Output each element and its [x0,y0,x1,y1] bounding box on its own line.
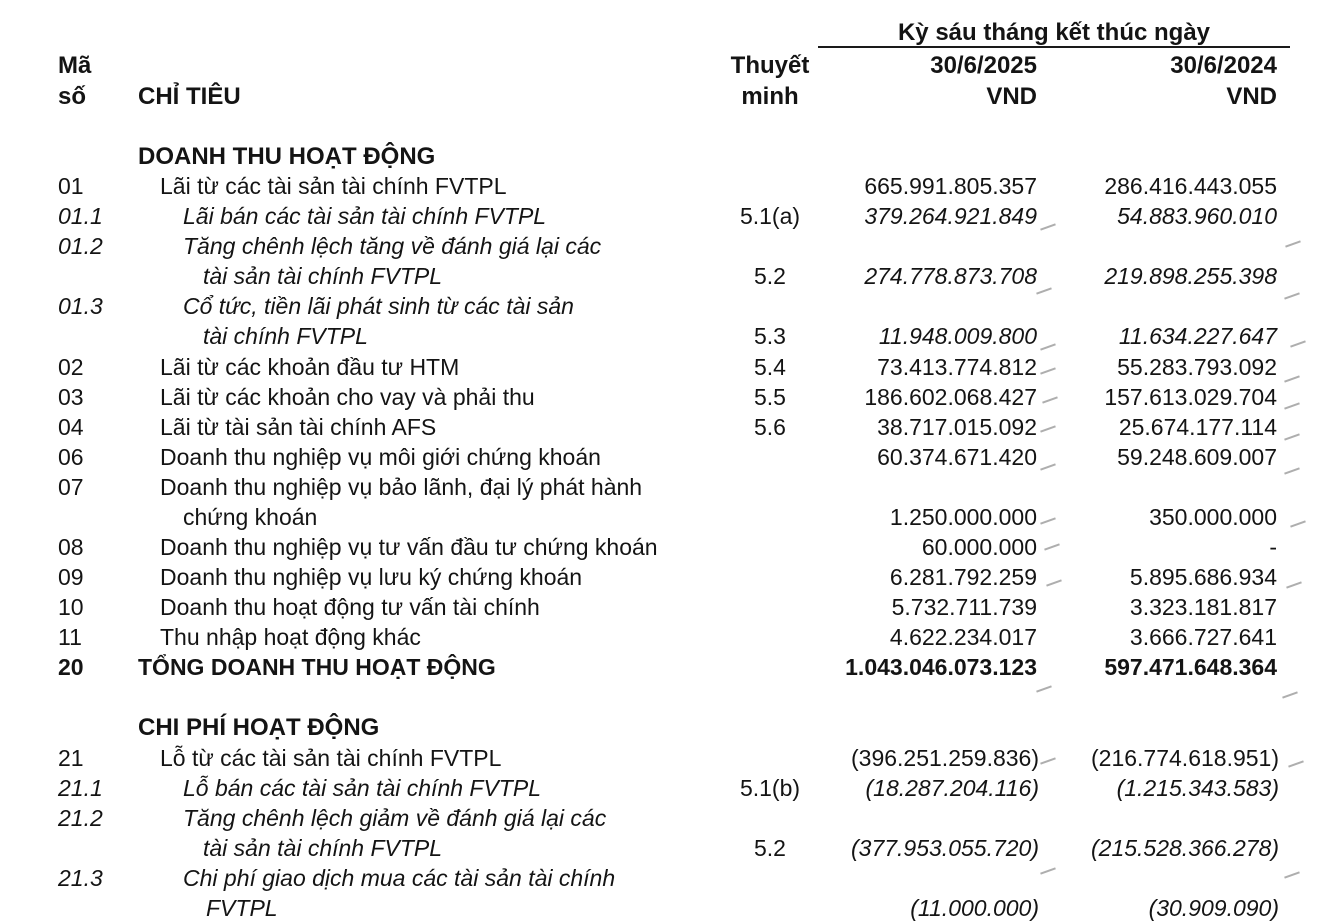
row-value-2024: 55.283.793.092 [1117,354,1277,380]
table-row [0,442,1331,472]
row-value-2025: 665.991.805.357 [864,173,1037,199]
header-col2-date: 30/6/2024 [1170,52,1277,79]
row-value-2024: 3.666.727.641 [1129,624,1277,650]
header-col1-unit: VND [986,83,1037,110]
table-row [0,201,1331,231]
row-value-2025: 38.717.015.092 [877,414,1037,440]
row-code: 09 [58,564,84,590]
row-label: Lỗ từ các tài sản tài chính FVTPL [160,745,502,771]
row-code: 01 [58,173,84,199]
row-note: 5.3 [754,323,786,349]
row-label: Lỗ bán các tài sản tài chính FVTPL [183,775,541,801]
row-note: 5.1(a) [739,203,801,229]
row-label: Lãi từ các khoản cho vay và phải thu [160,384,535,410]
table-row [0,382,1331,412]
row-value-2024: 350.000.000 [1149,504,1277,530]
row-value-2024: (215.528.366.278) [1091,835,1279,861]
row-code: 21.2 [58,805,103,831]
row-label: Chi phí giao dịch mua các tài sản tài chính [183,865,616,891]
row-label: Lãi từ các khoản đầu tư HTM [160,354,460,380]
row-label: Doanh thu nghiệp vụ tư vấn đầu tư chứng khoán [160,534,658,560]
row-label: TỔNG DOANH THU HOẠT ĐỘNG [138,654,496,680]
row-code: 02 [58,354,84,380]
header-period-rule [818,46,1290,48]
section-revenue-heading: DOANH THU HOẠT ĐỘNG [138,143,436,170]
table-row [0,412,1331,442]
row-note: 5.5 [754,384,786,410]
row-value-2025: 60.374.671.420 [877,444,1037,470]
header-col2-unit: VND [1226,83,1277,110]
table-row-continuation [0,502,1331,532]
table-row [0,171,1331,201]
row-value-2025: 1.250.000.000 [889,504,1037,530]
row-code: 03 [58,384,84,410]
table-row [0,803,1331,833]
table-row [0,532,1331,562]
header-period-label: Kỳ sáu tháng kết thúc ngày [897,19,1211,46]
section-expenses-heading: CHI PHÍ HOẠT ĐỘNG [138,714,380,741]
row-value-2025: 186.602.068.427 [864,384,1037,410]
row-label: Thu nhập hoạt động khác [160,624,421,650]
header-note-label-1: Thuyết [730,52,810,79]
row-code: 11 [58,624,82,650]
table-row-continuation [0,261,1331,291]
row-value-2024: (216.774.618.951) [1091,745,1279,771]
row-value-2025: 6.281.792.259 [889,564,1037,590]
row-note: 5.1(b) [739,775,801,801]
row-code: 07 [58,474,84,500]
table-row-continuation [0,893,1331,923]
row-label-continuation: tài sản tài chính FVTPL [203,835,443,861]
row-note: 5.4 [754,354,786,380]
row-value-2024: 157.613.029.704 [1104,384,1277,410]
row-label-continuation: chứng khoán [183,504,318,530]
row-value-2025: 379.264.921.849 [864,203,1037,229]
row-label: Lãi từ tài sản tài chính AFS [160,414,437,440]
row-note: 5.2 [754,835,786,861]
row-value-2024: 25.674.177.114 [1118,414,1277,440]
table-row [0,472,1331,502]
row-label: Doanh thu nghiệp vụ môi giới chứng khoán [160,444,601,470]
header-note-label-2: minh [741,83,799,110]
row-value-2025: 5.732.711.739 [891,594,1037,620]
table-row [0,622,1331,652]
row-value-2025: 11.948.009.800 [878,323,1037,349]
header-code-label-1: Mã [58,52,92,79]
row-code: 20 [58,654,84,680]
row-value-2025: 4.622.234.017 [889,624,1037,650]
row-label: Cổ tức, tiền lãi phát sinh từ các tài sản [183,293,574,319]
row-value-2024: - [1269,534,1277,560]
row-code: 21.3 [58,865,103,891]
row-value-2024: 219.898.255.398 [1104,263,1277,289]
table-row [0,562,1331,592]
row-code: 04 [58,414,84,440]
row-label-continuation: tài sản tài chính FVTPL [203,263,443,289]
row-value-2024: 3.323.181.817 [1129,594,1277,620]
row-label: Doanh thu nghiệp vụ lưu ký chứng khoán [160,564,583,590]
header-item-label: CHỈ TIÊU [138,83,241,110]
table-row [0,743,1331,773]
table-row-total [0,652,1331,682]
row-label: Doanh thu nghiệp vụ bảo lãnh, đại lý phát hành [160,474,643,500]
row-value-2024: 54.883.960.010 [1117,203,1277,229]
table-row [0,773,1331,803]
row-code: 01.1 [58,203,103,229]
row-value-2024: (30.909.090) [1148,895,1279,921]
row-label-continuation: tài chính FVTPL [203,323,368,349]
row-label: Tăng chênh lệch giảm về đánh giá lại các [183,805,607,831]
row-code: 01.2 [58,233,103,259]
row-label: Doanh thu hoạt động tư vấn tài chính [160,594,540,620]
table-row-continuation [0,833,1331,863]
row-code: 08 [58,534,84,560]
row-label-continuation: FVTPL [206,895,278,921]
row-value-2025: 1.043.046.073.123 [845,654,1037,680]
row-code: 21.1 [58,775,103,801]
table-row [0,592,1331,622]
row-value-2025: 60.000.000 [921,534,1037,560]
row-value-2025: (18.287.204.116) [865,775,1039,801]
header-code-label-2: số [58,83,87,110]
row-value-2024: (1.215.343.583) [1116,775,1279,801]
table-row [0,863,1331,893]
row-code: 21 [58,745,84,771]
row-label: Lãi từ các tài sản tài chính FVTPL [160,173,507,199]
table-row [0,291,1331,321]
row-value-2025: (11.000.000) [910,895,1039,921]
row-note: 5.2 [754,263,786,289]
check-mark-icon [1282,691,1298,698]
row-label: Lãi bán các tài sản tài chính FVTPL [183,203,547,229]
row-value-2025: (377.953.055.720) [851,835,1039,861]
table-row [0,352,1331,382]
row-value-2025: 73.413.774.812 [877,354,1037,380]
row-value-2024: 59.248.609.007 [1117,444,1277,470]
row-value-2025: 274.778.873.708 [864,263,1037,289]
row-code: 01.3 [58,293,103,319]
row-value-2024: 286.416.443.055 [1104,173,1277,199]
row-value-2024: 5.895.686.934 [1129,564,1277,590]
row-value-2025: (396.251.259.836) [851,745,1039,771]
header-col1-date: 30/6/2025 [930,52,1037,79]
table-row [0,231,1331,261]
row-code: 06 [58,444,84,470]
row-label: Tăng chênh lệch tăng về đánh giá lại các [183,233,602,259]
row-code: 10 [58,594,84,620]
row-value-2024: 597.471.648.364 [1104,654,1277,680]
table-row-continuation [0,321,1331,351]
row-note: 5.6 [754,414,786,440]
check-mark-icon [1036,685,1052,692]
row-value-2024: 11.634.227.647 [1118,323,1277,349]
